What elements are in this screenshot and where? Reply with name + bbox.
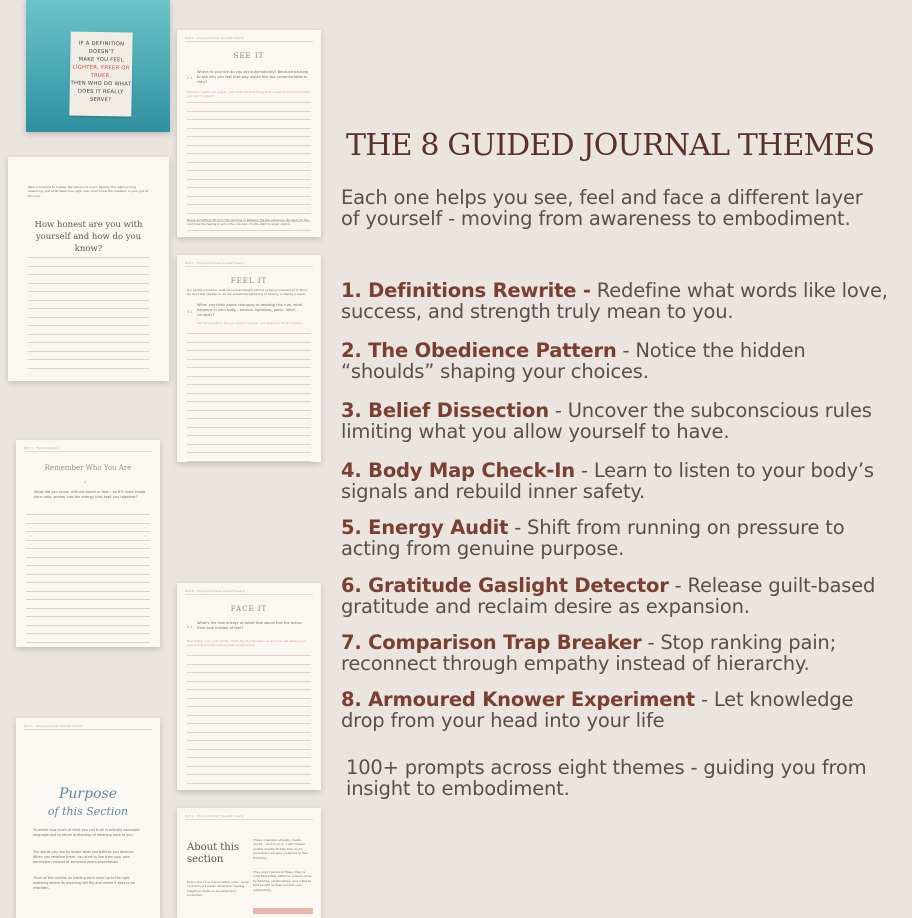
cover-line: MAKE YOU FEEL — [78, 56, 124, 64]
accent-bar — [253, 908, 313, 914]
page-footer-note: Doing something not from the standing in-between the two extremes. Be ready for the next time the feeling to act in the unknown. It's the start to larger control. — [187, 218, 309, 226]
question-number: 4 — [84, 480, 87, 484]
theme-item — [341, 517, 901, 559]
page-about — [177, 808, 321, 918]
theme-title: 7. Comparison Trap Breaker — [341, 631, 642, 654]
theme-description: - Release guilt-based gratitude and reclaim desire as expansion. — [341, 574, 876, 618]
page-heading: THE 8 GUIDED JOURNAL THEMES — [346, 128, 875, 163]
pink-note: Let the sensation tell you what it means - not what you think it means. — [197, 321, 304, 325]
theme-item — [341, 280, 901, 322]
theme-item — [341, 400, 901, 442]
page-paragraph: The words you live by shape what you believe you deserve. When you redefine them, you start to live from your own permission instead of someone else's expectation. — [33, 850, 135, 864]
title-line: About this — [187, 842, 240, 853]
page-header: Part 4 · The Integration — [24, 446, 59, 450]
page-paragraph: Think of this section as holding each word up to the light, watching where its meaning still fits and where it asks to be rewritten. — [33, 876, 136, 890]
theme-item — [341, 632, 901, 674]
header-divider — [185, 819, 313, 820]
question-number: 5.1 — [187, 625, 193, 629]
header-divider — [185, 41, 313, 42]
writing-lines — [28, 257, 149, 376]
theme-item — [341, 460, 901, 502]
page-question: Where in your life do you act automatically? Because pausing to ask why you feel that way would feel too uncomfortable or risky? — [197, 70, 309, 84]
page-title: SEE IT — [233, 52, 265, 60]
theme-title: 8. Armoured Knower Experiment — [341, 688, 696, 711]
theme-title: 3. Belief Dissection — [341, 399, 549, 422]
theme-description: - Learn to listen to your body’s signals and rebuild inner safety. — [341, 459, 874, 503]
page-intro: Our bodies remember what we've been taught without us being conscious of it. When we don't feel obedience, we are sometimes tightening or tensing, or feeling a result. — [187, 288, 308, 296]
page-honest — [8, 157, 169, 381]
page-title: FACE IT — [230, 605, 268, 613]
page-remember — [16, 440, 160, 647]
theme-item — [341, 340, 901, 382]
page-question: When you think about changing or bending this rule, what happens in your body - tension, lightness, panic, relief, curiosity? — [197, 303, 302, 317]
theme-title: 6. Gratitude Gaslight Detector — [341, 574, 669, 597]
pink-note: Choose a particular event - just write the first thing that comes to mind (and then you don't judge it). — [187, 90, 310, 98]
cover-line: IF A DEFINITION — [78, 40, 125, 48]
page-header: Part 2 · The Journal Set Yourself Clearly — [185, 36, 244, 40]
theme-item — [341, 575, 901, 617]
theme-description: - Stop ranking pain; reconnect through empathy instead of hierarchy. — [341, 631, 836, 675]
page-header: Part 2 · The Journal Set Yourself Clearly — [185, 814, 244, 818]
page-left-text: Every one of us has invisible rules - quiet contracts we never remember signing. Insight to make us accepted and protected. — [187, 880, 249, 898]
theme-title: 2. The Obedience Pattern — [341, 339, 617, 362]
theme-title: 1. Definitions Rewrite - — [341, 279, 591, 302]
page-feel-it — [177, 255, 321, 462]
cover-line: DOES IT REALLY SERVE? — [77, 88, 124, 104]
header-divider — [24, 729, 152, 730]
cover-line: TRUER, — [90, 72, 112, 80]
question-number: 2.1 — [187, 76, 193, 80]
writing-lines — [187, 655, 311, 790]
writing-lines — [187, 102, 311, 237]
page-title — [16, 786, 160, 820]
page-intro: Take a moment to answer the below (no rush). Review the night so long reasoning, just what feels true right now. You'll know the question in your gut at the end. — [28, 185, 149, 198]
header-divider — [185, 594, 313, 595]
page-title: Remember Who You Are — [44, 464, 132, 472]
cover-line: DOESN'T — [88, 48, 115, 56]
header-divider — [24, 451, 152, 452]
header-divider — [185, 266, 313, 267]
footer-text: 100+ prompts across eight themes - guiding you from insight to embodiment. — [346, 756, 867, 800]
theme-description: - Shift from running on pressure to acting from genuine purpose. — [341, 516, 845, 560]
cover-line: THEN WHO DO WHAT — [70, 80, 132, 88]
page-header: Part 1 · The Journal Set Yourself Clearly — [24, 724, 83, 728]
theme-title: 4. Body Map Check-In — [341, 459, 575, 482]
page-see-it — [177, 30, 321, 237]
theme-item — [341, 689, 901, 731]
page-title: FEEL IT — [230, 277, 268, 285]
theme-description: - Notice the hidden “shoulds” shaping your choices. — [341, 339, 806, 383]
title-line: of this Section — [47, 805, 129, 818]
cover-note — [69, 31, 132, 116]
theme-description: - Uncover the subconscious rules limiting what you allow yourself to have. — [341, 399, 872, 443]
page-paragraph: To reveal how much of what you call truth is actually borrowed language and to return authorship of meaning back to you. — [33, 828, 140, 837]
writing-lines — [187, 333, 311, 462]
page-face-it — [177, 583, 321, 790]
title-line: Purpose — [59, 786, 117, 802]
page-title — [187, 842, 239, 866]
theme-description: Redefine what words like love, success, and strength truly mean to you. — [341, 279, 888, 323]
theme-title: 5. Energy Audit — [341, 516, 509, 539]
page-question: What did you know, without doubt or fear - as if it lived inside your cells, woven into the energy that kept you together? — [34, 490, 146, 499]
theme-description: - Let knowledge drop from your head into your life — [341, 688, 854, 732]
cover-line: LIGHTER, FREER OR — [72, 64, 130, 72]
question-number: 3.1 — [187, 310, 193, 314]
page-right-text: They aren't personal flaws; they're inherited safety patterns, passed down by families, relationships, and cultures that taught us that survival over authenticity. — [253, 870, 312, 892]
page-question: What's the new energy or belief that would fuel the action from love instead of fear? — [197, 621, 302, 630]
page-purpose — [16, 718, 160, 918]
page-header: Part 5 · The Journal Face Yourself Clearly — [185, 589, 246, 593]
title-line: section — [187, 854, 224, 865]
cover-card — [26, 0, 170, 132]
page-question-title: How honest are you with yourself and how do you know? — [34, 220, 143, 254]
page-right-text: These unspoken shoulds, musts, don'ts... and if not X, Y will happen quietly quietly dictate how much permission we give ourselves to feel truthfully. — [253, 838, 308, 860]
intro-text: Each one helps you see, feel and face a different layer of yourself - moving from awareness to embodiment. — [341, 186, 863, 230]
writing-lines — [26, 514, 150, 647]
pink-note: Remember your new words. Think about a situation on an inner list where your new words and the actions that would follow. — [187, 639, 307, 647]
page-header: Part 3 · The Journal Feel Yourself Clearly — [185, 261, 245, 265]
